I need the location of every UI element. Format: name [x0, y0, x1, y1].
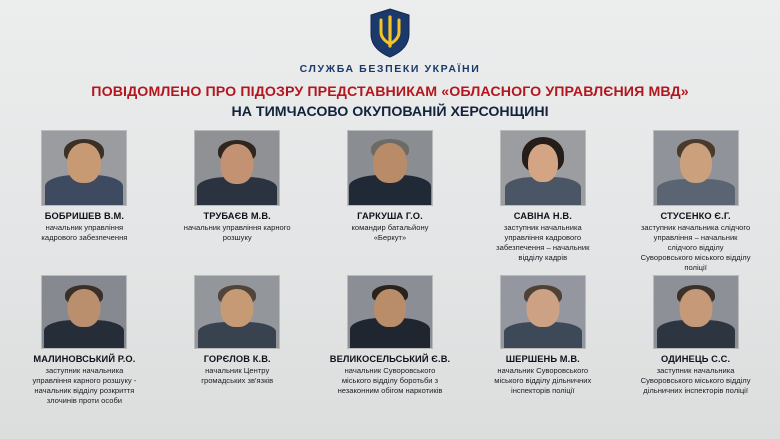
title-line-2: НА ТИМЧАСОВО ОКУПОВАНІЙ ХЕРСОНЩИНІ — [231, 103, 549, 120]
person-name: ВЕЛИКОСЕЛЬСЬКИЙ Є.В. — [329, 354, 451, 364]
person-name: САВІНА Н.В. — [513, 210, 572, 221]
person-name: БОБРИШЕВ В.М. — [44, 210, 125, 221]
person-name: МАЛИНОВСЬКИЙ Р.О. — [33, 354, 136, 364]
person-name: ШЕРШЕНЬ М.В. — [505, 354, 580, 364]
person-role: начальник управління карного розшуку — [183, 222, 291, 242]
person-card — [619, 275, 772, 406]
title-block — [0, 84, 780, 122]
sbu-emblem-icon — [368, 8, 412, 58]
person-card — [161, 275, 314, 406]
person-card — [8, 275, 161, 406]
person-photo — [194, 275, 280, 349]
person-card — [619, 130, 772, 273]
person-role: начальник Суворовського міського відділу боротьби з незаконним обігом наркотиків — [337, 366, 443, 396]
header — [0, 0, 780, 75]
person-role: заступник начальника управління кадрового забезпечення – начальник відділу кадрів — [496, 222, 590, 262]
person-name: ТРУБАЄВ М.В. — [203, 210, 271, 221]
title-line-1: ПОВІДОМЛЕНО ПРО ПІДОЗРУ ПРЕДСТАВНИКАМ «ОБЛАСНОГО УПРАВЛЄНИЯ МВД» — [91, 84, 689, 100]
org-name: СЛУЖБА БЕЗПЕКИ УКРАЇНИ — [299, 63, 481, 75]
person-photo — [41, 130, 127, 206]
person-role: командир батальйону «Беркут» — [351, 222, 429, 242]
person-role: заступник начальника слідчого управління – начальник слідчого відділу Суворовського міського відділу поліції — [640, 222, 751, 272]
person-photo — [653, 130, 739, 206]
person-role: заступник начальника управління карного розшуку - начальник відділу розкриття злочинів проти особи — [32, 366, 137, 406]
person-name: СТУСЕНКО Є.Г. — [660, 210, 731, 221]
person-photo — [347, 275, 433, 349]
person-card — [466, 130, 619, 273]
person-name: ГАРКУША Г.О. — [357, 210, 423, 221]
person-name: ОДИНЕЦЬ С.С. — [661, 354, 731, 364]
person-card — [8, 130, 161, 273]
person-photo — [194, 130, 280, 206]
person-card — [314, 275, 467, 406]
person-photo — [653, 275, 739, 349]
person-photo — [347, 130, 433, 206]
person-role: заступник начальника Суворовського міського відділу дільничних інспекторів поліції — [640, 366, 751, 396]
person-role: начальник управління кадрового забезпечення — [41, 222, 128, 242]
person-role: начальник Суворовського міського відділу дільничних інспекторів поліції — [494, 366, 592, 396]
person-name: ГОРЄЛОВ К.В. — [203, 354, 271, 364]
person-card — [161, 130, 314, 273]
person-role: начальник Центру громадських зв'язків — [201, 366, 274, 386]
person-photo — [41, 275, 127, 349]
person-photo — [500, 130, 586, 206]
person-card — [314, 130, 467, 273]
persons-grid — [0, 130, 780, 406]
person-photo — [500, 275, 586, 349]
person-card — [466, 275, 619, 406]
